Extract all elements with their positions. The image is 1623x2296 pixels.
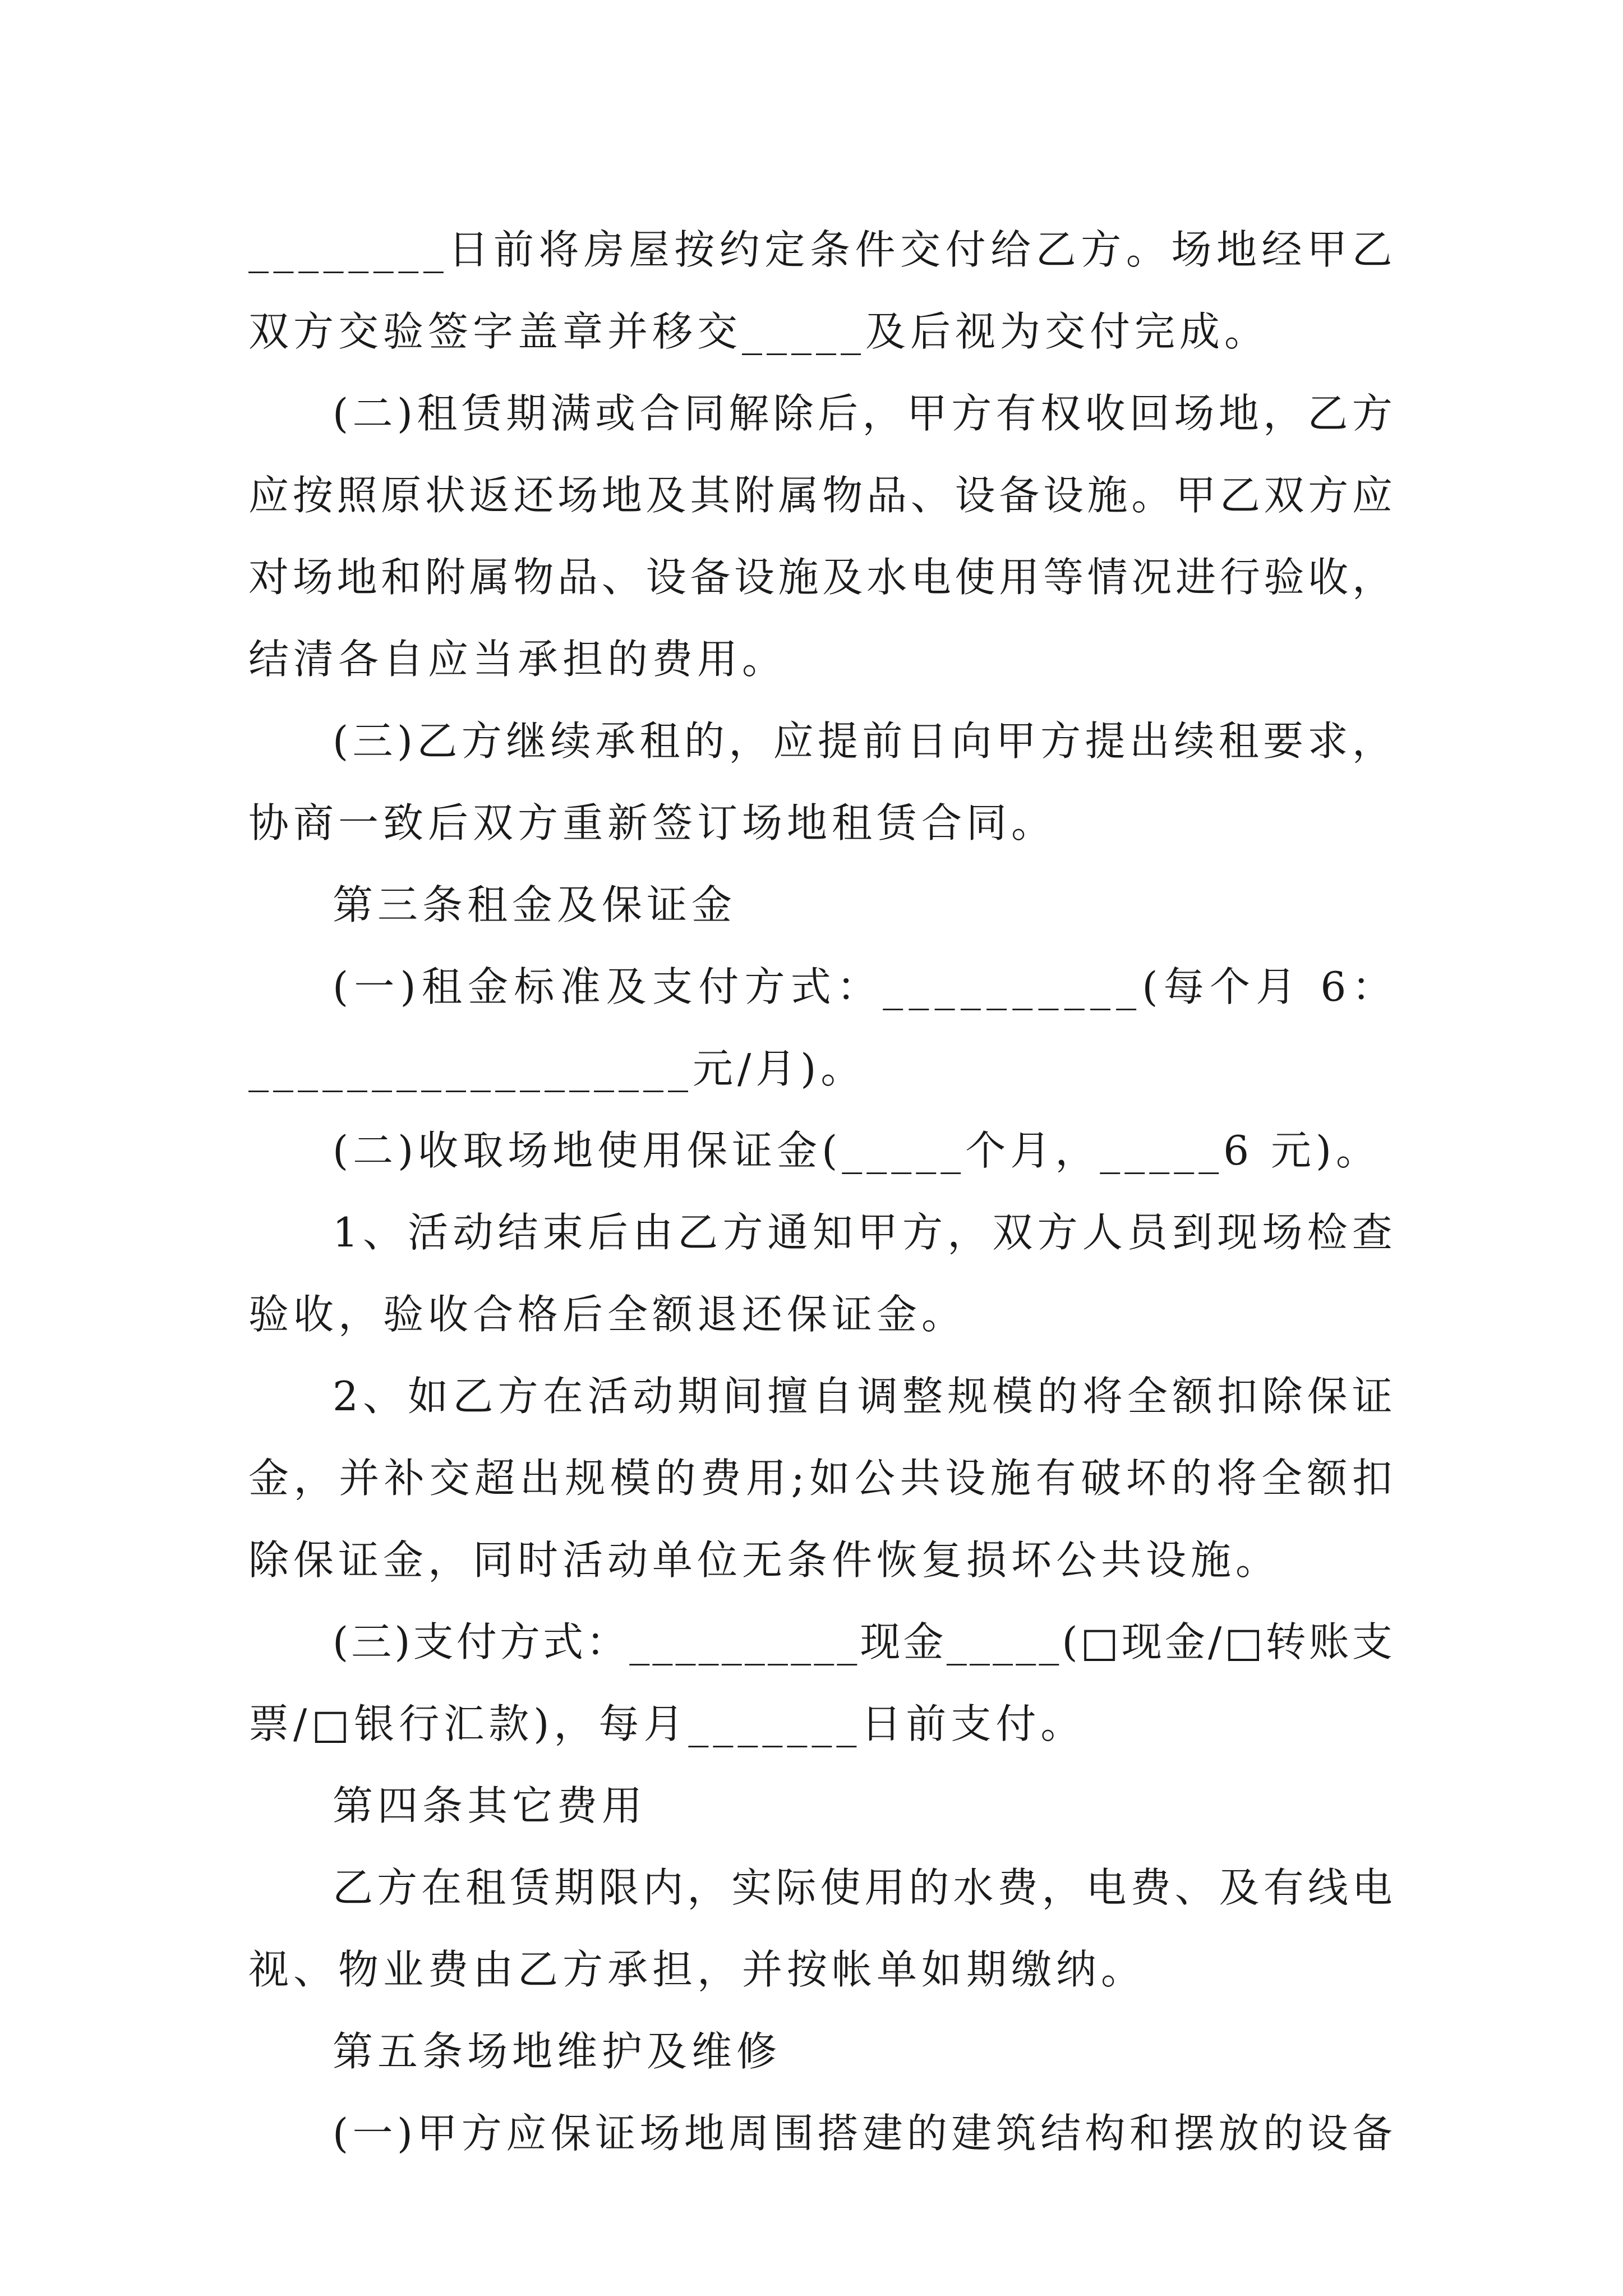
text-line: 结清各自应当承担的费用。: [248, 636, 787, 683]
text-line: 2 、 如 乙 方 在 活 动 期 间 擅 自 调 整 规 模 的 将 全 额 扣 除 保 证: [333, 1373, 1393, 1420]
text-line: 协商一致后双方重新签订场地租赁合同。: [248, 799, 1057, 846]
text-line: 第三条租金及保证金: [333, 881, 737, 928]
text-line: 验收，验收合格后全额退还保证金。: [248, 1291, 967, 1338]
text-line: 除保证金，同时活动单位无条件恢复损坏公共设施。: [248, 1536, 1281, 1584]
text-line: 第五条场地维护及维修: [333, 2028, 782, 2075]
text-line: ( 三 ) 支 付 方 式 ： _ _ _ _ _ _ _ _ _ _ 现 金 _ _ _ _ _ ( □ 现 金 / □ 转 账 支: [333, 1618, 1393, 1665]
document-page: [248, 209, 1393, 2174]
text-line: 1 、 活 动 结 束 后 由 乙 方 通 知 甲 方 ， 双 方 人 员 到 现 场 检 查: [333, 1209, 1393, 1256]
text-line: _ _ _ _ _ _ _ _ 日 前 将 房 屋 按 约 定 条 件 交 付 给 乙 方 。 场 地 经 甲 乙: [248, 226, 1393, 273]
text-line: 票/□银行汇款)，每月_______日前支付。: [248, 1700, 1086, 1747]
text-line: 应 按 照 原 状 返 还 场 地 及 其 附 属 物 品 、 设 备 设 施 。 甲 乙 双 方 应: [248, 472, 1393, 519]
text-line: ( 三 ) 乙 方 继 续 承 租 的 ， 应 提 前 日 向 甲 方 提 出 续 租 要 求 ，: [333, 717, 1393, 765]
text-line: 对 场 地 和 附 属 物 品 、 设 备 设 施 及 水 电 使 用 等 情 况 进 行 验 收 ，: [248, 554, 1393, 601]
text-line: (二)收取场地使用保证金(_____个月，_____6 元)。: [333, 1127, 1381, 1174]
text-line: 第四条其它费用: [333, 1782, 647, 1829]
text-line: ( 一 ) 甲 方 应 保 证 场 地 周 围 搭 建 的 建 筑 结 构 和 摆 放 的 设 备: [333, 2110, 1393, 2157]
text-line: __________________元/月)。: [248, 1045, 866, 1092]
text-line: 视、物业费由乙方承担，并按帐单如期缴纳。: [248, 1946, 1146, 1993]
text-line: ( 一 ) 租 金 标 准 及 支 付 方 式 ： _ _ _ _ _ _ _ _ _ _ ( 每 个 月 6 ：: [333, 963, 1393, 1010]
text-line: ( 二 ) 租 赁 期 满 或 合 同 解 除 后 ， 甲 方 有 权 收 回 场 地 ， 乙 方: [333, 390, 1393, 437]
text-line: 乙 方 在 租 赁 期 限 内 ， 实 际 使 用 的 水 费 ， 电 费 、 及 有 线 电: [333, 1864, 1393, 1911]
text-line: 双方交验签字盖章并移交_____及后视为交付完成。: [248, 308, 1270, 355]
text-line: 金 ， 并 补 交 超 出 规 模 的 费 用 ; 如 公 共 设 施 有 破 坏 的 将 全 额 扣: [248, 1455, 1393, 1502]
